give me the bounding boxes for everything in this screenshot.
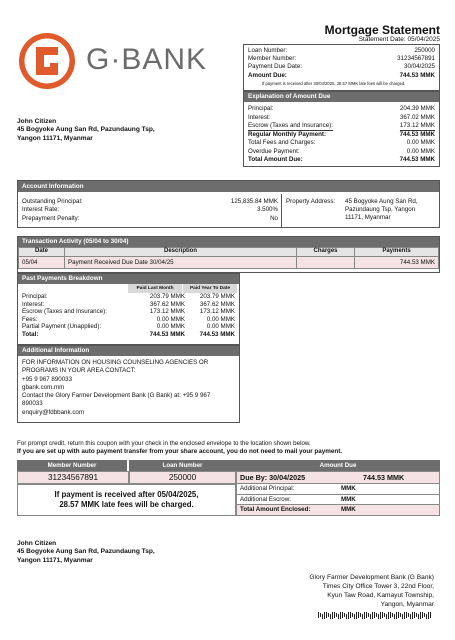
loan-number-header: Loan Number [129,460,236,471]
customer-address-line: 45 Bogyoke Aung San Rd, Pazundaung Tsp, [17,126,155,134]
row-value: 203.79 MMK [149,293,185,300]
property-address-line: Pazundaung Tsp, Yangon [345,205,416,213]
transaction-header: Transaction Activity (05/04 to 30/04) [18,237,439,247]
due-date-row [248,63,435,71]
property-address-label: Property Address: [286,198,336,205]
coupon-instructions: For prompt credit, return this coupon with your check in the enclosed envelope to the location shown below. [17,440,311,447]
cell-date: 05/04 [19,257,65,269]
loan-info-box [243,44,440,91]
bank-mailing-address [260,574,434,610]
row-value: 744.53 MMK [199,330,235,338]
table-header-row [19,248,439,257]
column-header: Description [65,248,297,257]
interest-rate-row [22,206,278,214]
transaction-table [18,247,439,269]
row-label: Interest Rate: [22,206,60,214]
row-label: Additional Principal: [240,485,295,492]
total-enclosed-row[interactable] [236,505,440,516]
row-value: 367.62 MMK [149,300,185,308]
row-value: No [270,214,278,222]
row-value: 30/04/2025 [404,63,435,71]
loan-number-value: 250000 [129,471,236,484]
payment-coupon [17,460,440,516]
interest-row [248,114,435,123]
property-address-line: 11171, Myanmar [345,213,391,221]
past-payments-box [17,273,240,345]
additional-escrow-row[interactable] [236,495,440,506]
row-value: 0.00 MMK [206,323,235,330]
late-fee-warning [17,484,236,516]
overdue-row [248,148,435,157]
row-value: 250000 [414,47,435,54]
row-label: Total Amount Due: [248,156,303,163]
explanation-header: Explanation of Amount Due [244,92,439,102]
row-label: Principal: [22,293,48,300]
regular-payment-row [248,131,435,140]
amount-due-row [248,72,435,80]
amount-due-header: Amount Due [236,460,440,471]
row-value: 367.02 MMK [399,113,435,121]
row-value: 0.00 MMK [406,139,435,146]
member-number-value: 31234567891 [17,471,129,484]
additional-info-box [17,345,240,423]
row-value: 0.00 MMK [156,315,185,323]
column-header: Payments [355,248,439,257]
info-line: PROGRAMS IN YOUR AREA CONTACT: [22,367,136,375]
email-link[interactable]: enquiry@fdbbank.com [22,408,85,416]
additional-principal-row[interactable] [236,484,440,495]
row-label: Loan Number: [248,47,288,54]
past-row [22,301,235,309]
bank-address-line: Glory Farmer Development Bank (G Bank) [309,574,434,581]
past-row [22,323,235,331]
customer-name: John Citizen [17,540,57,547]
row-value: 0.00 MMK [206,315,235,323]
row-label: Payment Due Date: [248,63,302,71]
row-label: Interest: [248,113,271,121]
customer-address-line: Yangon 11171, Myanmar [17,134,93,142]
row-label: Additional Escrow: [240,495,291,503]
property-address-line: 45 Bogyoke Aung San Rd, [345,198,418,205]
postal-barcode-icon [318,612,434,619]
account-info-box [17,180,440,228]
past-row [22,293,235,301]
info-line: Contact the Glory Farmer Development Bank (G Bank) at: +95 9 967 [22,392,211,399]
cell-charges [297,257,355,269]
row-label: Regular Monthly Payment: [248,130,327,138]
row-label: Fees: [22,315,38,323]
row-label: Escrow (Taxes and Insurance): [22,308,107,315]
bank-wordmark: G·BANK [86,43,208,76]
customer-address-bottom [17,540,155,565]
column-header: Charges [297,248,355,257]
row-label: Escrow (Taxes and Insurance): [248,122,333,129]
outstanding-principal-row [22,198,278,206]
row-label: Overdue Payment: [248,147,300,155]
auto-payment-note: If you are set up with auto payment transfer from your share account, you do not need to mail your payment. [17,448,343,455]
row-label: Total Fees and Charges: [248,139,316,146]
row-value: 173.12 MMK [199,308,235,315]
row-value: 125,835.84 MMK [230,198,278,205]
bank-logo [16,30,206,92]
total-due-row [248,156,435,165]
property-address [286,198,438,221]
row-label: Interest: [22,300,45,308]
past-total-row [22,331,235,339]
member-number-row [248,55,435,63]
row-label: Outstanding Principal: [22,198,83,205]
account-info-header: Account Information [18,181,439,192]
bank-address-line: Yangon, Myanmar [380,600,434,608]
row-value: 744.53 MMK [399,156,435,163]
late-fee-line: 28.57 MMK late fees will be charged. [59,500,194,510]
loan-number-row [248,47,435,55]
row-value: 744.53 MMK [149,330,185,338]
customer-address-line: Yangon 11171, Myanmar [17,556,93,564]
late-fee-note: If payment is received after 30/04/2025, 28.57 MMK late fees will be charged. [262,80,406,86]
principal-row [248,105,435,114]
past-row [22,308,235,316]
row-value: 0.00 MMK [156,323,185,330]
past-row [22,316,235,324]
row-value: 173.12 MMK [149,308,185,315]
amount-field[interactable]: MMK [341,506,356,513]
transaction-activity [17,236,440,273]
row-value: 204.39 MMK [399,105,435,112]
phone-number: +95 9 967 890033 [22,375,73,383]
due-date: Due By: 30/04/2025 [240,473,306,482]
customer-address-top [17,118,155,143]
table-row [19,257,439,269]
customer-address-line: 45 Bogyoke Aung San Rd, Pazundaung Tsp, [17,548,155,556]
explanation-box [243,91,440,167]
statement-title: Mortgage Statement [324,23,440,37]
due-line [236,471,440,484]
fees-row [248,139,435,148]
g-logo-icon [16,30,78,92]
amount-field[interactable]: MMK [341,495,356,503]
past-payments-header: Past Payments Breakdown [18,274,239,284]
row-value: 744.53 MMK [399,130,435,138]
cell-description: Payment Received Due Date 30/04/25 [65,257,297,269]
escrow-row [248,122,435,131]
row-value: 367.62 MMK [199,300,235,308]
row-label: Partial Payment (Unapplied): [22,323,102,330]
website-link[interactable]: gbank.com.mm [22,383,65,391]
phone-number: 890033 [22,400,43,408]
amount-field[interactable]: MMK [341,485,356,492]
row-value: 203.79 MMK [199,293,235,300]
row-label: Prepayment Penalty: [22,214,80,222]
late-fee-line: If payment is received after 05/04/2025, [54,490,199,499]
row-label: Member Number: [248,55,297,63]
additional-info-header: Additional Information [18,346,239,356]
customer-name: John Citizen [17,118,57,125]
row-value: 0.00 MMK [406,147,435,155]
cell-payments: 744.53 MMK [355,257,439,269]
column-header: Paid Last Month [128,284,182,293]
column-header: Paid Year To Date [183,284,237,293]
row-label: Total Amount Enclosed: [240,506,311,513]
row-value: 31234567891 [397,55,435,63]
row-label: Principal: [248,105,274,112]
bank-address-line: Times City Office Tower 3, 22nd Floor, [322,582,434,590]
row-label: Total: [22,330,39,338]
column-header: Date [19,248,65,257]
info-line: FOR INFORMATION ON HOUSING COUNSELING AGENCIES OR [22,359,209,366]
row-value: 173.12 MMK [399,122,435,129]
statement-date: Statement Date: 05/04/2025 [358,36,440,43]
member-number-header: Member Number [17,460,127,471]
row-value: 3.500% [257,206,278,214]
bank-address-line: Kyun Taw Road, Kamayut Township, [327,591,434,599]
row-label: Amount Due: [248,71,287,79]
divider [281,194,282,227]
prepayment-penalty-row [22,215,278,223]
due-amount: 744.53 MMK [363,473,405,482]
row-value: 744.53 MMK [399,71,435,79]
